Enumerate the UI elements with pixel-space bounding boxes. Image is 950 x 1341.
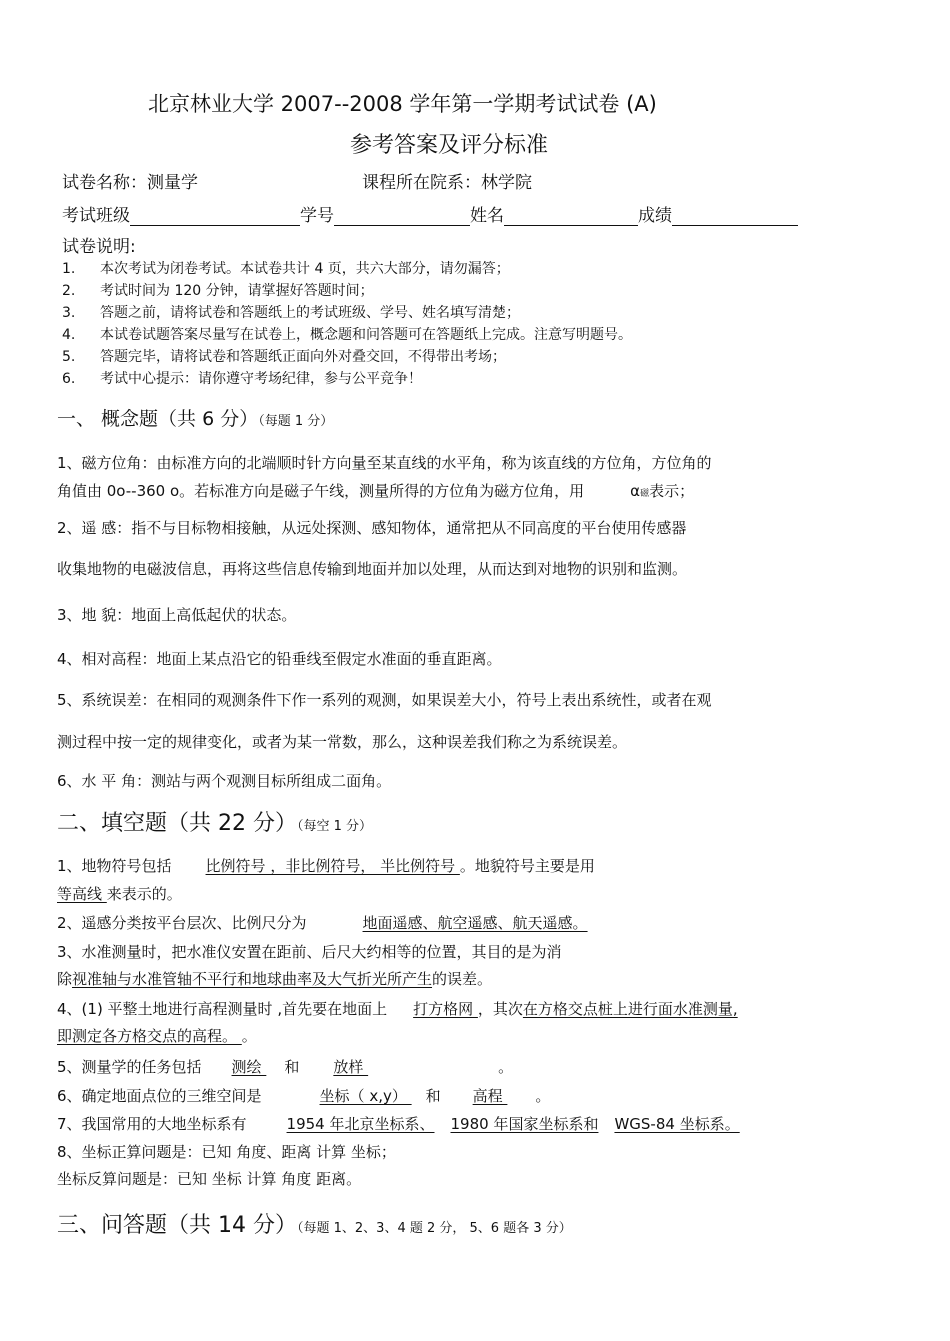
instruction-item: 2. 考试时间为 120 分钟，请掌握好答题时间； <box>62 283 374 299</box>
course-department: 课程所在院系：林学院 <box>362 173 532 193</box>
section3-heading: 三、问答题（共 14 分）（每题 1、2、3、4 题 2 分， 5、6 题各 3 分） <box>57 1213 572 1238</box>
fill-q8-line1: 8、坐标正算问题是：已知 角度、距离 计算 坐标； <box>57 1143 396 1161</box>
concept-q1-line1: 1、磁方位角：由标准方向的北端顺时针方向量至某直线的水平角，称为该直线的方位角，方位角的 <box>57 454 712 472</box>
exam-title: 北京林业大学 2007--2008 学年第一学期考试试卷 (A) <box>148 92 657 116</box>
fill-q4-line1: 4、(1) 平整土地进行高程测量时 ,首先要在地面上 打方格网 ，其次在方格交点桩上进行面水准测量, <box>57 1000 738 1018</box>
concept-q5-line1: 5、系统误差：在相同的观测条件下作一系列的观测，如果误差大小，符号上表出系统性，或者在观 <box>57 691 712 709</box>
fill-q6: 6、确定地面点位的三维空间是 坐标（ x,y） 和 高程 。 <box>57 1087 551 1105</box>
exam-class-row <box>62 201 798 226</box>
class-field[interactable] <box>130 205 300 226</box>
instruction-item: 4. 本试卷试题答案尽量写在试卷上，概念题和问答题可在答题纸上完成。注意写明题号。 <box>62 327 632 343</box>
student-id-field[interactable] <box>334 205 470 226</box>
score-label: 成绩 <box>638 206 672 226</box>
fill-q2: 2、遥感分类按平台层次、比例尺分为 地面遥感、航空遥感、航天遥感。 <box>57 914 588 932</box>
fill-q4-line2: 即测定各方格交点的高程。 。 <box>57 1027 257 1045</box>
instruction-item: 6. 考试中心提示：请你遵守考场纪律，参与公平竞争！ <box>62 371 422 387</box>
fill-q3-line2: 除视准轴与水准管轴不平行和地球曲率及大气折光所产生的误差。 <box>57 970 493 988</box>
fill-q3-line1: 3、水准测量时，把水准仪安置在距前、后尺大约相等的位置，其目的是为消 <box>57 943 562 961</box>
concept-q2-line1: 2、遥 感：指不与目标物相接触，从远处探测、感知物体，通常把从不同高度的平台使用传感器 <box>57 519 687 537</box>
fill-q1-line1: 1、地物符号包括 比例符号 ，非比例符号， 半比例符号 。地貌符号主要是用 <box>57 857 595 875</box>
concept-q1-line2: 角值由 0o--360 o。若标准方向是磁子午线，测量所得的方位角为磁方位角，用 α磁表示； <box>57 482 695 500</box>
fill-q1-line2: 等高线 来表示的。 <box>57 885 182 903</box>
instruction-item: 3. 答题之前，请将试卷和答题纸上的考试班级、学号、姓名填写清楚； <box>62 305 520 321</box>
class-label: 考试班级 <box>62 206 130 226</box>
instructions-heading: 试卷说明: <box>62 237 136 257</box>
instruction-item: 1. 本次考试为闭卷考试。本试卷共计 4 页，共六大部分，请勿漏答； <box>62 261 510 277</box>
name-label: 姓名 <box>470 206 504 226</box>
exam-subtitle: 参考答案及评分标准 <box>350 133 549 158</box>
concept-q4: 4、相对高程：地面上某点沿它的铅垂线至假定水准面的垂直距离。 <box>57 650 502 668</box>
name-field[interactable] <box>504 205 638 226</box>
fill-q5: 5、测量学的任务包括 测绘 和 放样 。 <box>57 1058 514 1076</box>
section2-heading: 二、填空题（共 22 分）（每空 1 分） <box>57 811 373 836</box>
student-id-label: 学号 <box>300 206 334 226</box>
concept-q2-line2: 收集地物的电磁波信息，再将这些信息传输到地面并加以处理，从而达到对地物的识别和监测。 <box>57 560 688 578</box>
fill-q8-line2: 坐标反算问题是：已知 坐标 计算 角度 距离。 <box>57 1170 362 1188</box>
instruction-item: 5. 答题完毕，请将试卷和答题纸正面向外对叠交回，不得带出考场； <box>62 349 506 365</box>
section1-heading: 一、 概念题（共 6 分）（每题 1 分） <box>57 408 334 430</box>
concept-q3: 3、地 貌：地面上高低起伏的状态。 <box>57 606 297 624</box>
paper-name: 试卷名称：测量学 <box>62 173 198 193</box>
concept-q6: 6、水 平 角：测站与两个观测目标所组成二面角。 <box>57 772 392 790</box>
score-field[interactable] <box>672 205 798 226</box>
fill-q7: 7、我国常用的大地坐标系有 1954 年北京坐标系、 1980 年国家坐标系和 WGS-84 坐标系。 <box>57 1115 740 1133</box>
concept-q5-line2: 测过程中按一定的规律变化，或者为某一常数，那么，这种误差我们称之为系统误差。 <box>57 733 628 751</box>
